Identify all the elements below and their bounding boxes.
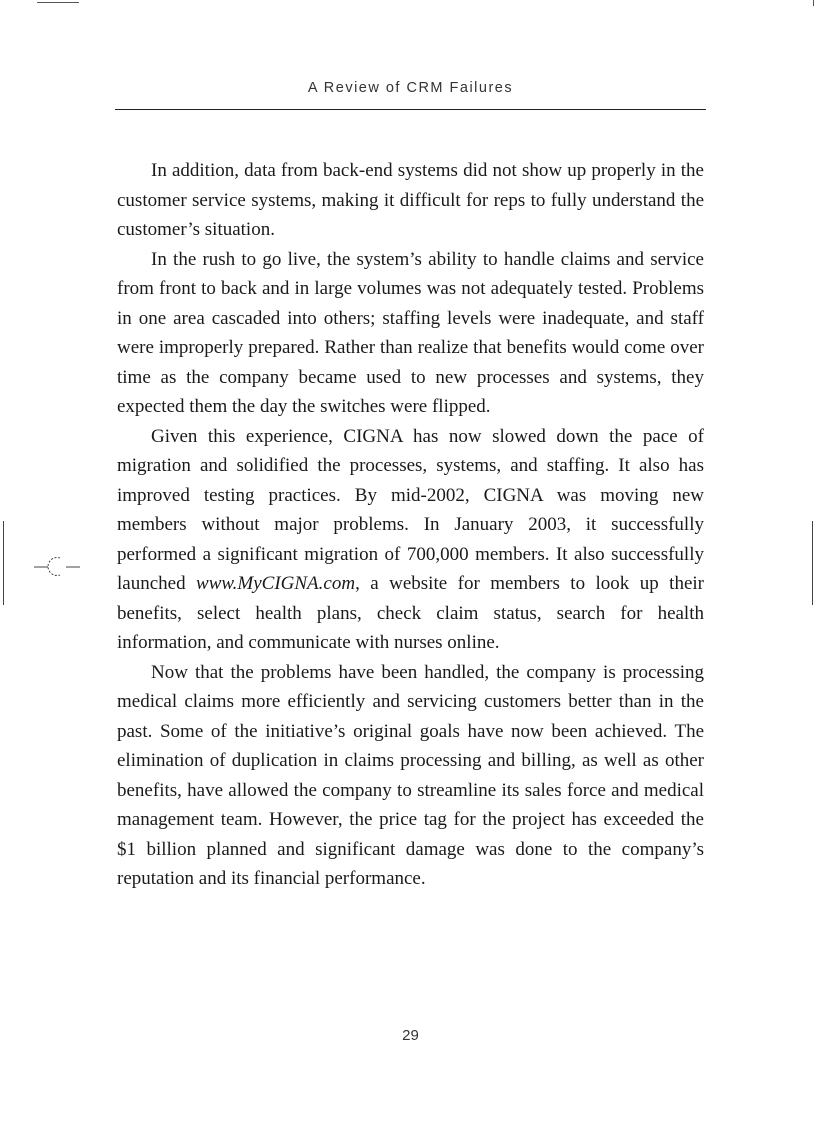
paragraph-3 [117,422,704,658]
page-body [117,156,704,894]
running-header: A Review of CRM Failures [307,80,514,96]
paragraph-3-text-a: Given this experience, CIGNA has now slowed down the pace of migration and solidified the processes, systems, and staffing. It also has improved testing practices. By mid-2002, CIGNA was moving new members without major problems. In January 2003, it successfully performed a significant migration of 700,000 members. It also successfully launched [117,425,704,594]
paragraph-3-text-b: , a website for members to look up their benefits, select health plans, check claim status, search for health information, and communicate with nurses online. [117,573,705,653]
crop-mark-top-right [813,0,814,6]
paragraph-1: In addition, data from back-end systems did not show up properly in the customer service systems, making it difficult for reps to fully understand the customer’s situation. [117,160,704,240]
page-number: 29 [402,1027,419,1044]
paragraph-2: In the rush to go live, the system’s ability to handle claims and service from front to back and in large volumes was not adequately tested. Problems in one area cascaded into others; staffing levels were inadequate, and staff were improperly prepared. Rather than realize that benefits would come over time as the company became used to new processes and systems, they expected them the day the switches were flipped. [117,248,704,417]
crop-mark-top-left [37,2,79,3]
crop-mark-left-bar [3,521,4,605]
crop-mark-right-bar [812,521,813,605]
header-rule [115,109,706,110]
website-url: www.MyCIGNA.com [196,573,356,594]
paragraph-4: Now that the problems have been handled, the company is processing medical claims more efficiently and servicing customers better than in the past. Some of the initiative’s original goals have now been achieved. The elimination of duplication in claims processing and billing, as well as other benefits, have allowed the company to streamline its sales force and medical management team. However, the price tag for the project has exceeded the $1 billion planned and significant damage was done to the company’s reputation and its financial performance. [117,661,704,889]
registration-mark-icon [34,553,80,577]
